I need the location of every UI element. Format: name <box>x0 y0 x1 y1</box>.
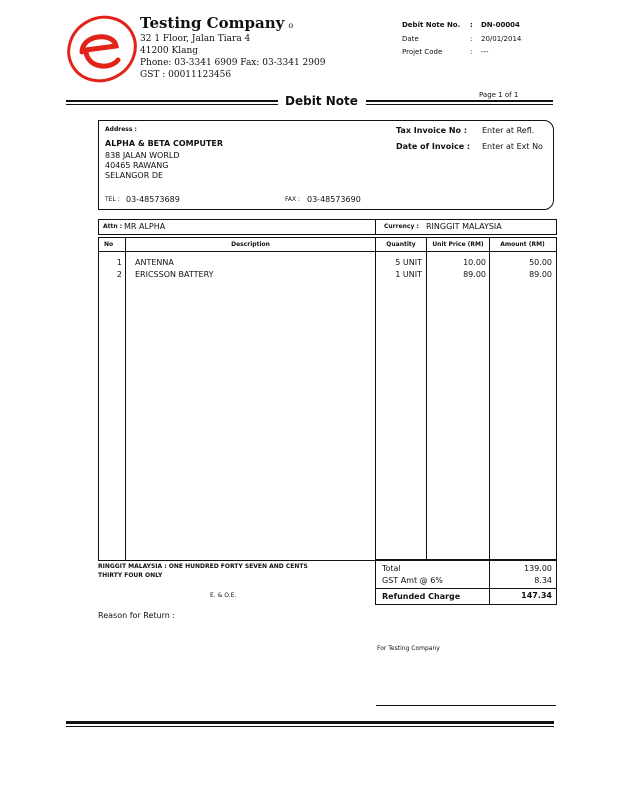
project-code: --- <box>481 48 489 56</box>
company-gst: GST : 00011123456 <box>140 70 232 80</box>
meta-colon: : <box>470 21 473 29</box>
page-number: Page 1 of 1 <box>479 91 519 99</box>
company-mark: o <box>288 21 294 30</box>
row-no: 1 <box>116 258 122 267</box>
header-description: Description <box>231 241 270 248</box>
company-address-1: 32 1 Floor, Jalan Tiara 4 <box>140 34 251 44</box>
total-value: 139.00 <box>524 564 552 573</box>
doc-title: Debit Note <box>285 94 358 108</box>
header-amount: Amount (RM) <box>500 241 545 248</box>
row-quantity: 1 UNIT <box>395 270 422 279</box>
debit-note-no: DN-00004 <box>481 21 520 29</box>
meta-colon: : <box>470 35 473 43</box>
col-divider <box>375 237 376 561</box>
reason-label: Reason for Return : <box>98 611 176 620</box>
fax-label: FAX : <box>285 196 301 203</box>
footer-rule <box>66 721 554 724</box>
refunded-value: 147.34 <box>521 591 552 600</box>
signature-for: For Testing Company <box>377 645 440 652</box>
amount-in-words-2: THIRTY FOUR ONLY <box>98 572 163 579</box>
customer-address-3: SELANGOR DE <box>105 171 164 180</box>
amount-in-words-1: RINGGIT MALAYSIA : ONE HUNDRED FORTY SEVEN AND CENTS <box>98 563 308 570</box>
row-unit-price: 10.00 <box>463 258 486 267</box>
project-code-label: Projet Code <box>402 48 443 56</box>
refunded-label: Refunded Charge <box>382 592 461 601</box>
tel-value: 03-48573689 <box>126 195 180 204</box>
date-invoice-label: Date of Invoice : <box>396 142 471 151</box>
tel-label: TEL : <box>105 196 120 203</box>
fax-value: 03-48573690 <box>307 195 361 204</box>
row-description: ANTENNA <box>135 258 174 267</box>
customer-name: ALPHA & BETA COMPUTER <box>105 139 224 148</box>
gst-value: 8.34 <box>534 576 552 585</box>
col-divider <box>489 237 490 561</box>
customer-address-1: 838 JALAN WORLD <box>105 151 180 160</box>
footer-rule <box>66 726 554 727</box>
currency-value: RINGGIT MALAYSIA <box>426 222 502 231</box>
debit-note-no-label: Debit Note No. <box>402 21 461 29</box>
attn-divider <box>375 219 376 235</box>
attn-value: MR ALPHA <box>124 222 166 231</box>
eoe-note: E. & O.E. <box>210 592 237 599</box>
col-divider <box>426 237 427 561</box>
title-rule-left <box>66 100 278 102</box>
date-label: Date <box>402 35 419 43</box>
meta-colon: : <box>470 48 473 56</box>
address-label: Address : <box>105 126 137 133</box>
company-name: Testing Company o <box>140 14 294 32</box>
title-rule-right <box>366 104 553 105</box>
company-phone-fax: Phone: 03-3341 6909 Fax: 03-3341 2909 <box>140 58 326 68</box>
customer-address-2: 40465 RAWANG <box>105 161 169 170</box>
col-divider <box>125 237 126 561</box>
header-quantity: Quantity <box>386 241 416 248</box>
gst-label: GST Amt @ 6% <box>382 576 443 585</box>
signature-line <box>376 705 556 706</box>
company-address-2: 41200 Klang <box>140 46 199 56</box>
date-value: 20/01/2014 <box>481 35 522 43</box>
totals-rule <box>375 588 557 589</box>
total-label: Total <box>382 564 401 573</box>
row-amount: 50.00 <box>529 258 552 267</box>
row-no: 2 <box>116 270 122 279</box>
currency-label: Currency : <box>384 223 419 230</box>
row-unit-price: 89.00 <box>463 270 486 279</box>
tax-invoice-value: Enter at Refl. <box>482 126 535 135</box>
title-rule-right <box>366 100 553 102</box>
row-quantity: 5 UNIT <box>395 258 422 267</box>
header-no: No <box>104 241 114 248</box>
tax-invoice-label: Tax Invoice No : <box>396 126 468 135</box>
header-unit-price: Unit Price (RM) <box>432 241 484 248</box>
row-description: ERICSSON BATTERY <box>135 270 214 279</box>
company-logo <box>62 12 140 84</box>
title-rule-left <box>66 104 278 105</box>
row-amount: 89.00 <box>529 270 552 279</box>
attn-label: Attn : <box>103 223 123 230</box>
date-invoice-value: Enter at Ext No <box>482 142 543 151</box>
